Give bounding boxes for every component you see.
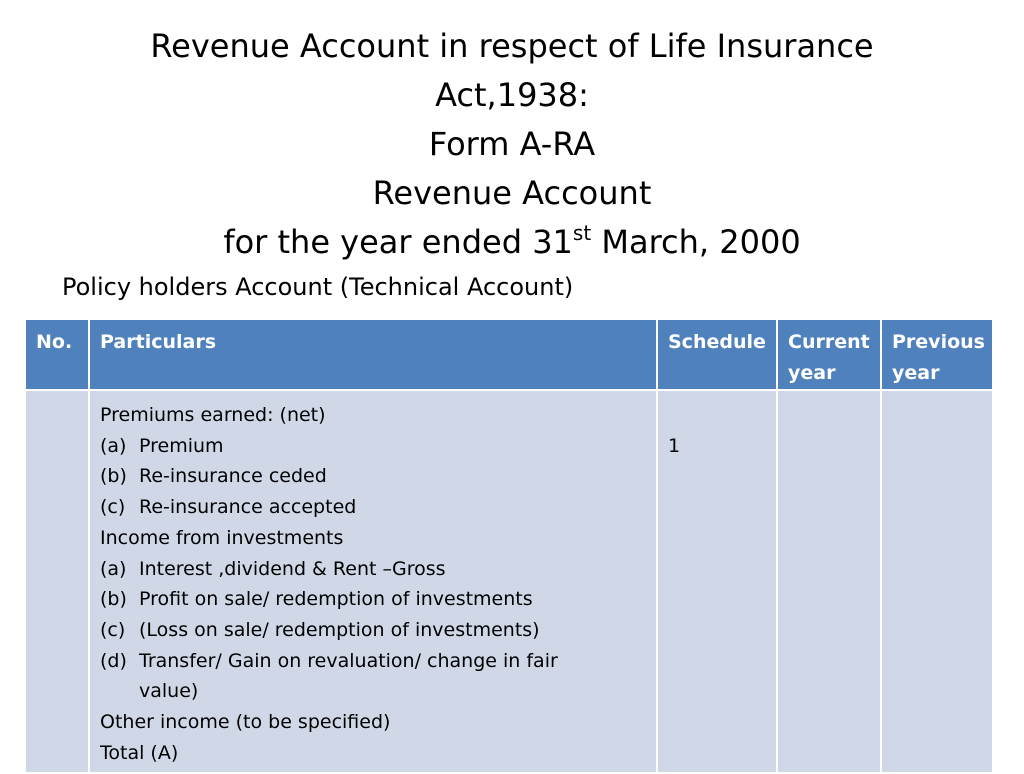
item-text: Interest ,dividend & Rent –Gross <box>139 557 446 580</box>
cell-schedule <box>657 390 777 773</box>
revenue-account-table <box>24 318 994 774</box>
header-no: No. <box>25 319 89 390</box>
item-label: (b) <box>100 588 127 611</box>
item-label: (c) <box>100 496 126 519</box>
total-a: Total (A) <box>100 741 179 764</box>
list-item-continuation <box>100 676 648 707</box>
title-line-5-end: March, 2000 <box>591 223 801 261</box>
title-line-2: Act,1938: <box>435 76 589 114</box>
item-text: Re-insurance accepted <box>139 496 357 519</box>
cell-previous-year <box>881 390 993 773</box>
item-label: (d) <box>100 649 127 672</box>
page-title <box>0 22 1024 267</box>
list-item <box>100 461 648 492</box>
header-schedule: Schedule <box>657 319 777 390</box>
section-subtitle: Policy holders Account (Technical Account) <box>62 273 574 301</box>
item-text: Profit on sale/ redemption of investments <box>139 588 533 611</box>
title-line-1: Revenue Account in respect of Life Insurance <box>150 27 874 65</box>
table-row <box>25 390 993 773</box>
title-ordinal-suffix: st <box>572 221 592 245</box>
item-label: (a) <box>100 434 127 457</box>
item-text-continuation: value) <box>139 680 199 703</box>
income-heading: Income from investments <box>100 526 344 549</box>
list-item <box>100 646 648 677</box>
cell-current-year <box>777 390 881 773</box>
schedule-value: 1 <box>668 434 681 457</box>
item-label: (c) <box>100 618 126 641</box>
cell-no <box>25 390 89 773</box>
list-item <box>100 431 648 462</box>
item-text: Premium <box>139 434 224 457</box>
header-previous-year: Previous year <box>881 319 993 390</box>
premiums-heading: Premiums earned: (net) <box>100 404 326 426</box>
item-label: (b) <box>100 465 127 488</box>
header-particulars: Particulars <box>89 319 657 390</box>
list-item <box>100 584 648 615</box>
list-item <box>100 554 648 585</box>
item-text: Transfer/ Gain on revaluation/ change in fair <box>139 649 558 672</box>
title-line-5-start: for the year ended 31 <box>223 223 573 261</box>
cell-particulars <box>89 390 657 773</box>
list-item <box>100 492 648 523</box>
other-income: Other income (to be specified) <box>100 711 391 734</box>
table-header-row <box>25 319 993 390</box>
title-line-3: Form A-RA <box>428 125 596 163</box>
title-line-5 <box>0 218 1024 267</box>
title-line-4: Revenue Account <box>372 174 652 212</box>
list-item <box>100 615 648 646</box>
item-text: (Loss on sale/ redemption of investments) <box>139 618 540 641</box>
item-label: (a) <box>100 557 127 580</box>
item-text: Re-insurance ceded <box>139 465 327 488</box>
header-current-year: Current year <box>777 319 881 390</box>
